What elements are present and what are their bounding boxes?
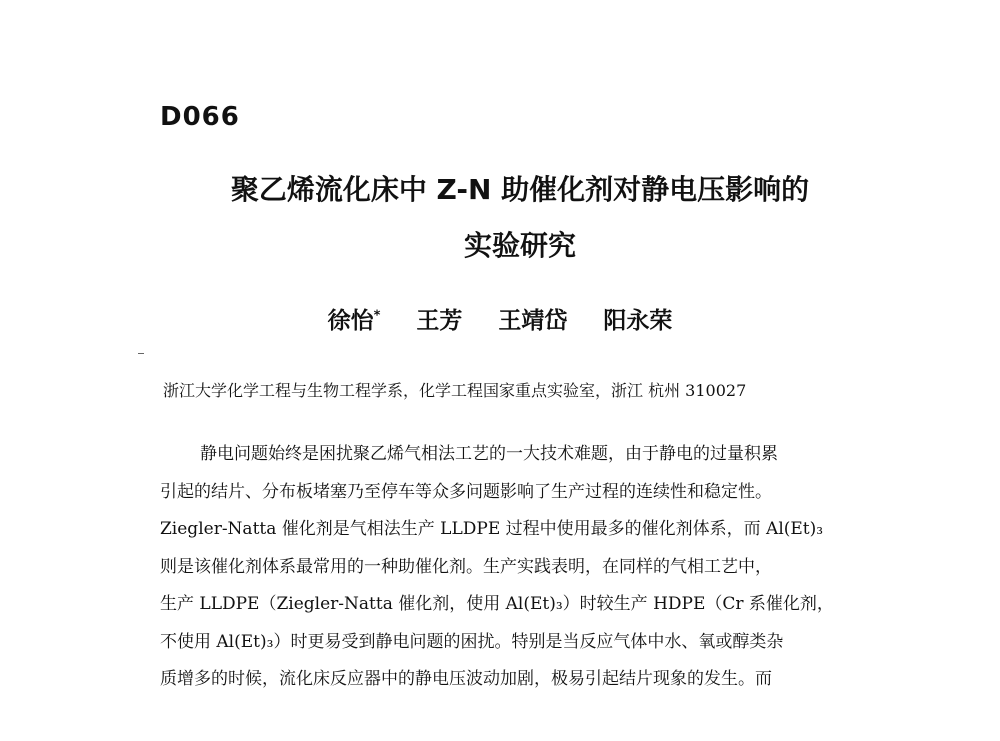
- paper-code: D066: [160, 102, 240, 132]
- author-name: 王靖岱: [498, 308, 568, 334]
- author-1: [328, 302, 381, 335]
- paper-title-line-1: 聚乙烯流化床中 Z-N 助催化剂对静电压影响的: [230, 173, 810, 206]
- scan-artifact-mark: [138, 353, 144, 354]
- author-name: 徐怡: [327, 308, 374, 334]
- body-line-5: 生产 LLDPE（Ziegler-Natta 催化剂，使用 Al(Et)₃）时较生产 HDPE（Cr 系催化剂，: [160, 594, 834, 614]
- author-list: [0, 302, 1000, 335]
- body-line-1: 静电问题始终是困扰聚乙烯气相法工艺的一大技术难题，由于静电的过量积累: [200, 444, 778, 464]
- affiliation: 浙江大学化学工程与生物工程学系，化学工程国家重点实验室，浙江 杭州 310027: [163, 381, 747, 400]
- author-2: [416, 302, 462, 335]
- body-line-3: Ziegler-Natta 催化剂是气相法生产 LLDPE 过程中使用最多的催化剂体系，而 Al(Et)₃: [160, 519, 824, 539]
- body-line-2: 引起的结片、分布板堵塞乃至停车等众多问题影响了生产过程的连续性和稳定性。: [160, 481, 772, 502]
- author-3: [498, 302, 567, 335]
- paper-title-line-2: 实验研究: [463, 229, 576, 262]
- author-4: [603, 302, 672, 335]
- body-line-4: 则是该催化剂体系最常用的一种助催化剂。生产实践表明，在同样的气相工艺中，: [160, 556, 772, 577]
- corresponding-author-mark: *: [373, 308, 381, 324]
- author-name: 阳永荣: [603, 308, 673, 334]
- author-name: 王芳: [416, 308, 463, 334]
- body-line-7: 质增多的时候，流化床反应器中的静电压波动加剧，极易引起结片现象的发生。而: [160, 669, 772, 689]
- body-line-6: 不使用 Al(Et)₃）时更易受到静电问题的困扰。特别是当反应气体中水、氧或醇类杂: [160, 631, 784, 652]
- abstract-body: [160, 436, 895, 699]
